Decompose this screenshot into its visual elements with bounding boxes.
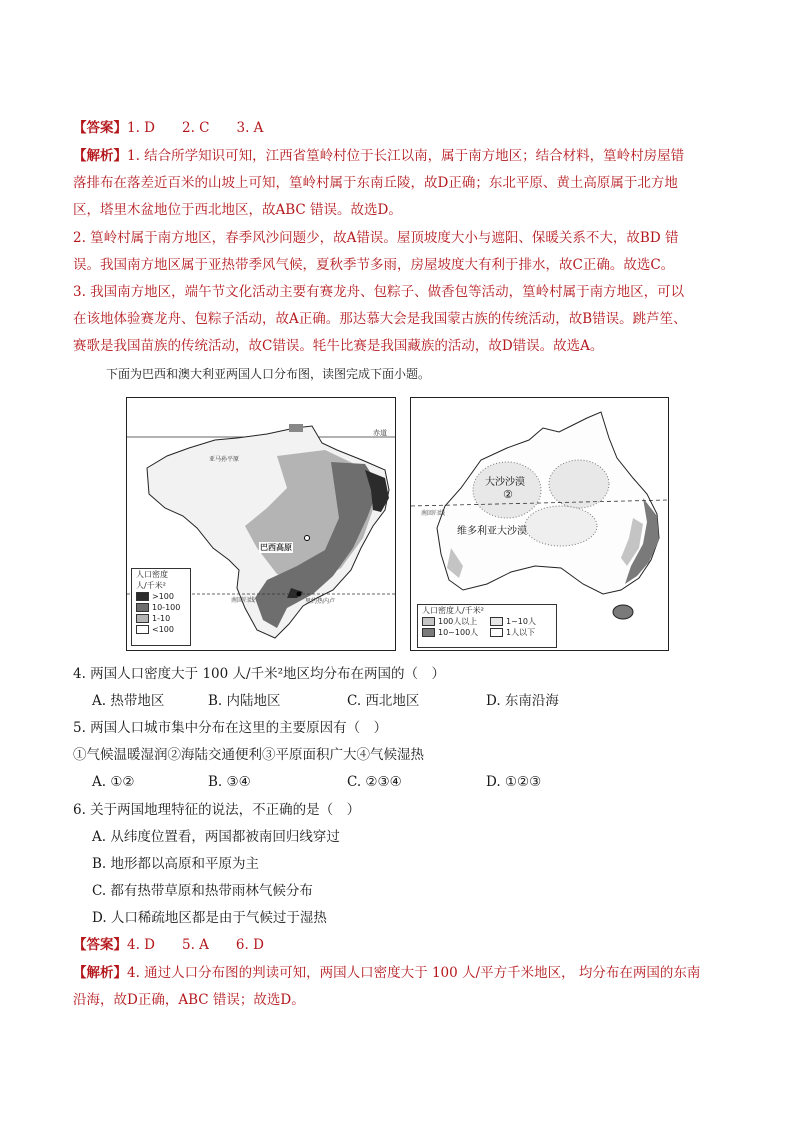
question-5-stem: 5. 两国人口城市集中分布在这里的主要原因有（ ）: [73, 720, 388, 736]
rio-marker: [297, 592, 302, 597]
figure-intro: 下面为巴西和澳大利亚两国人口分布图，读图完成下面小题。: [106, 367, 431, 381]
legend-swatch: [136, 592, 149, 601]
brazil-legend: 人口密度 人/千米² >100 10-100 1-10 <100: [131, 568, 191, 646]
plateau-label: 巴西高原: [260, 543, 292, 552]
analysis-line: 赛歌是我国苗族的传统活动，故C错误。牦牛比赛是我国藏族的活动，故D错误。故选A。: [73, 338, 604, 354]
equator-label: 赤道: [373, 429, 387, 437]
q4-option-d: D. 东南沿海: [486, 693, 559, 709]
question-5-conditions: ①气候温暖湿润②海陆交通便利③平原面积广大④气候湿热: [73, 747, 424, 763]
tropic-label: 南回归线: [231, 597, 256, 604]
q5-option-d: D. ①②③: [486, 774, 542, 790]
analysis-line: 落排布在落差近百米的山坡上可知，篁岭村属于东南丘陵，故D正确；东北平原、黄土高原属于北方地: [73, 175, 678, 191]
q5-option-b: B. ③④: [208, 774, 251, 790]
analysis-line: 3. 我国南方地区，端午节文化活动主要有赛龙舟、包粽子、做香包等活动，篁岭村属于南方地区，可以: [73, 284, 685, 300]
answer-tag: 【答案】: [73, 120, 127, 136]
density-patch: [289, 424, 303, 432]
analysis-line: 2. 篁岭村属于南方地区，春季风沙问题少，故A错误。屋顶坡度大小与遮阳、保暖关系不大，故BD 错: [73, 230, 679, 246]
answer-text: 1. D 2. C 3. A: [127, 120, 264, 136]
legend-swatch: [490, 628, 503, 637]
amazon-label: 亚马孙平原: [209, 456, 240, 463]
brazil-population-map: [126, 397, 396, 651]
analysis-line: 【解析】1. 结合所学知识可知，江西省篁岭村位于长江以南，属于南方地区；结合材料，篁岭村房屋错: [73, 148, 685, 164]
desert-area: [549, 460, 609, 508]
q6-option-b: B. 地形都以高原和平原为主: [92, 856, 260, 872]
answer-line-1: [73, 118, 733, 138]
analysis-tag: 【解析】: [73, 148, 127, 164]
q5-option-a: A. ①②: [92, 774, 135, 790]
analysis-tag: 【解析】: [73, 965, 127, 981]
q5-option-c: C. ②③④: [347, 774, 402, 790]
tasmania: [613, 605, 633, 619]
q4-option-b: B. 内陆地区: [208, 693, 281, 709]
analysis-line: 沿海，故D正确，ABC 错误；故选D。: [73, 992, 305, 1008]
q4-option-c: C. 西北地区: [347, 693, 420, 709]
question-4-stem: 4. 两国人口密度大于 100 人/千米²地区均分布在两国的（ ）: [73, 666, 445, 682]
analysis-line: 区，塔里木盆地位于西北地区，故ABC 错误。故选D。: [73, 202, 402, 218]
analysis-line: 误。我国南方地区属于亚热带季风气候，夏秋季节多雨，房屋坡度大有利于排水，故C正确。故选C。: [73, 257, 675, 273]
australia-outline: [437, 412, 659, 594]
legend-swatch: [136, 625, 149, 634]
analysis-line: 【解析】4. 通过人口分布图的判读可知，两国人口密度大于 100 人/平方千米地区， 均分布在两国的东南: [73, 965, 701, 981]
australia-legend: 人口密度人/千米² 100人以上 1~10人 10~100人 1人以下: [417, 604, 557, 648]
q6-option-a: A. 从纬度位置看，两国都被南回归线穿过: [92, 829, 340, 845]
answer-tag: 【答案】: [73, 937, 127, 953]
rio-label: 里约热内卢: [305, 598, 336, 605]
desert-number-label: ②: [503, 488, 513, 501]
desert-area: [525, 506, 597, 546]
question-6-stem: 6. 关于两国地理特征的说法，不正确的是（ ）: [73, 802, 361, 818]
q6-option-c: C. 都有热带草原和热带雨林气候分布: [92, 883, 313, 899]
analysis-line: 在该地体验赛龙舟、包粽子活动，故A正确。那达慕大会是我国蒙古族的传统活动，故B错误。跳芦笙、: [73, 311, 687, 327]
great-victoria-desert-label: 维多利亚大沙漠: [457, 526, 527, 537]
great-sandy-desert-label: 大沙沙漠: [485, 477, 525, 488]
legend-swatch: [490, 617, 503, 626]
answer-text: 4. D 5. A 6. D: [127, 937, 264, 953]
plateau-marker: [305, 536, 310, 541]
tropic-label: 南回归线: [421, 510, 446, 517]
australia-population-map: [410, 397, 669, 651]
legend-swatch: [422, 617, 435, 626]
legend-swatch: [422, 628, 435, 637]
answer-line-2: [73, 935, 733, 955]
q4-option-a: A. 热带地区: [92, 693, 165, 709]
legend-swatch: [136, 603, 149, 612]
legend-swatch: [136, 614, 149, 623]
q6-option-d: D. 人口稀疏地区都是由于气候过于湿热: [92, 910, 327, 926]
